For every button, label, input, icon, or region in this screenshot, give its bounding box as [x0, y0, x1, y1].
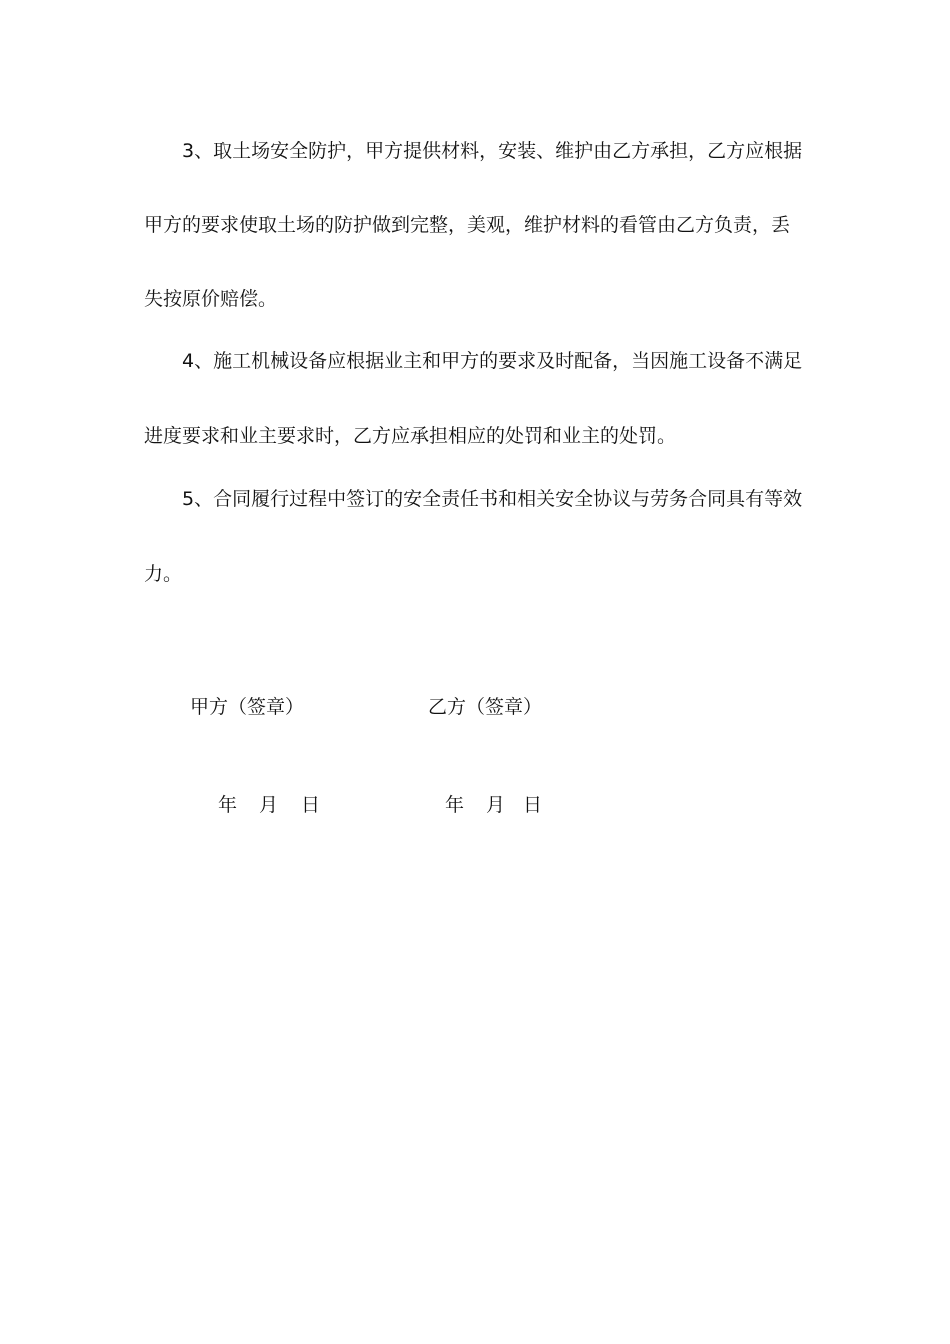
clause-3-line-1: 3、取土场安全防护，甲方提供材料，安装、维护由乙方承担，乙方应根据: [182, 140, 803, 162]
party-a-date-month: 月: [259, 794, 279, 816]
party-a-signature-label: 甲方（签章）: [190, 696, 305, 718]
party-b-date-month: 月: [486, 794, 506, 816]
party-b-date-year: 年: [445, 794, 465, 816]
party-b-date-day: 日: [523, 794, 543, 816]
party-a-date-day: 日: [301, 794, 321, 816]
clause-5-line-1: 5、合同履行过程中签订的安全责任书和相关安全协议与劳务合同具有等效: [182, 488, 803, 510]
clause-4-line-1: 4、施工机械设备应根据业主和甲方的要求及时配备，当因施工设备不满足: [182, 350, 803, 372]
clause-3-line-3: 失按原价赔偿。: [144, 288, 278, 310]
clause-3-line-2: 甲方的要求使取土场的防护做到完整，美观，维护材料的看管由乙方负责，丢: [144, 214, 791, 236]
clause-5-line-2: 力。: [144, 563, 183, 585]
party-a-date-year: 年: [218, 794, 238, 816]
party-b-signature-label: 乙方（签章）: [428, 696, 543, 718]
clause-4-line-2: 进度要求和业主要求时，乙方应承担相应的处罚和业主的处罚。: [144, 425, 677, 447]
